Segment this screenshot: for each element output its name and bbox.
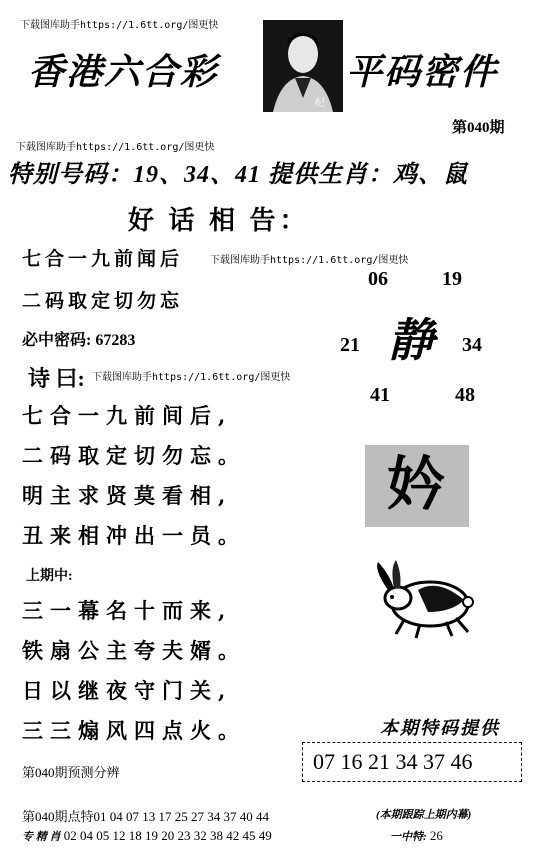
bottom-row <box>22 828 272 844</box>
issue-number: 第040期 <box>452 120 505 136</box>
special-numbers: 特别号码：19、34、41 提供生肖：鸡、鼠 <box>8 162 468 188</box>
last-poem-line-2: 铁扇公主夸夫婿。 <box>22 638 246 663</box>
secret-value: 67283 <box>95 332 136 349</box>
zodiac-box <box>365 445 469 527</box>
last-poem-line-1: 三一幕名十而来, <box>22 598 233 623</box>
predict-label: 第040期预测分辨 <box>22 765 120 780</box>
code-box <box>302 742 522 782</box>
left-line-1: 七合一九前闻后 <box>22 248 184 270</box>
number-06: 06 <box>368 268 388 290</box>
center-character: 静 <box>388 315 434 366</box>
zodiac-character: 妗 <box>387 452 446 517</box>
watermark-3: 下载图库助手https://1.6tt.org/图更快 <box>210 255 409 266</box>
bottom-numbers: 02 04 05 12 18 19 20 23 32 38 42 45 49 <box>63 828 272 843</box>
portrait-image <box>263 20 343 112</box>
provider-label: 本期特码提供 <box>380 718 500 738</box>
pick-numbers: 第040期点特01 04 07 13 17 25 27 34 37 40 44 <box>22 809 270 824</box>
hit-row <box>390 828 443 844</box>
secret-label: 必中密码: <box>22 332 92 349</box>
poem-line-4: 丑来相冲出一员。 <box>22 523 246 548</box>
number-41: 41 <box>370 384 390 406</box>
watermark-2: 下载图库助手https://1.6tt.org/图更快 <box>16 142 215 153</box>
good-words-heading: 好 话 相 告： <box>128 206 310 235</box>
svg-text:纪: 纪 <box>315 98 325 109</box>
number-34: 34 <box>462 334 482 356</box>
poem-line-2: 二码取定切勿忘。 <box>22 443 246 468</box>
watermark-top: 下载图库助手https://1.6tt.org/图更快 <box>20 20 219 31</box>
number-19: 19 <box>442 268 462 290</box>
hit-value: 26 <box>429 828 443 843</box>
last-issue-label: 上期中: <box>26 569 73 584</box>
rabbit-icon <box>368 560 483 645</box>
title-right: 平码密件 <box>346 51 499 93</box>
poem-line-1: 七合一九前间后, <box>22 403 233 428</box>
left-line-2: 二码取定切勿忘 <box>22 290 184 312</box>
last-poem-line-4: 三三煽风四点火。 <box>22 718 246 743</box>
tracking-note: (本期跟踪上期内幕) <box>376 809 472 821</box>
watermark-4: 下载图库助手https://1.6tt.org/图更快 <box>92 372 291 383</box>
code-numbers: 07 16 21 34 37 46 <box>313 749 473 774</box>
number-48: 48 <box>455 384 475 406</box>
bottom-label: 专 精 肖 <box>22 831 61 843</box>
poem-line-3: 明主求贤莫看相, <box>22 483 233 508</box>
last-poem-line-3: 日以继夜守门关, <box>22 678 233 703</box>
title-left: 香港六合彩 <box>28 51 219 93</box>
number-21: 21 <box>340 334 360 356</box>
secret-code <box>22 327 135 350</box>
poem-label: 诗 曰: <box>28 366 85 391</box>
hit-label: 一中特: <box>390 831 427 843</box>
